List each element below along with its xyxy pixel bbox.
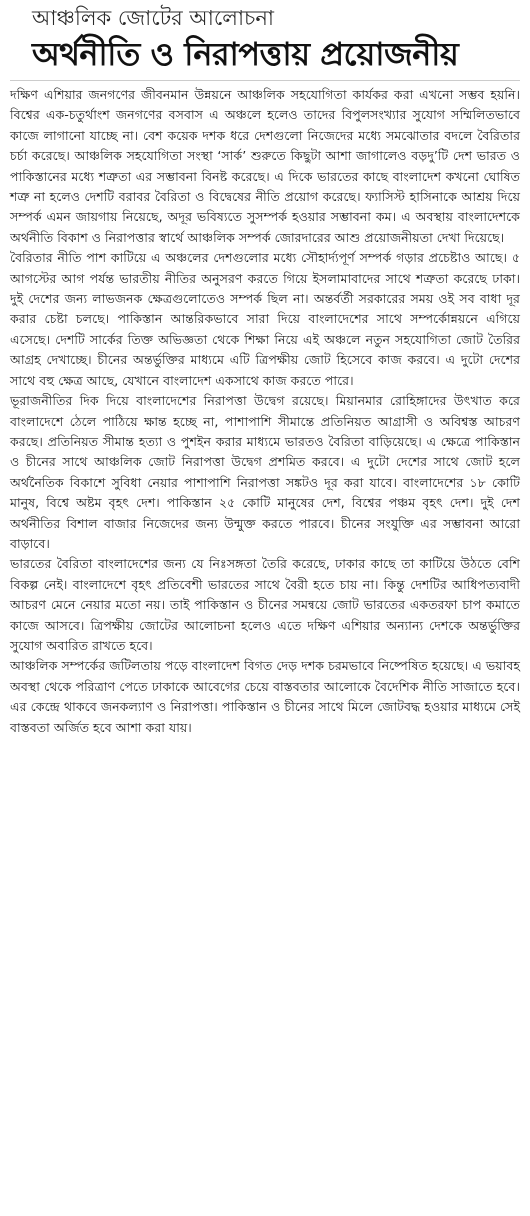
article-paragraph-2: বৈরিতার নীতি পাশ কাটিয়ে এ অঞ্চলের দেশগুলোর মধ্যে সৌহার্দ্যপূর্ণ সম্পর্ক গড়ার প্রচেষ্টাও আছে। ৫ আগস্টের আগ পর্যন্ত ভারতীয় নীতির অনুসরণ করতে গিয়ে ইসলামাবাদের সাথে শত্রুতা করেছে ঢাকা। দুই দেশের জন্য লাভজনক ক্ষেত্রগুলোতেও সম্পর্ক ছিল না। অন্তর্বর্তী সরকারের সময় ওই সব বাধা দূর করার চেষ্টা চলছে। পাকিস্তান আন্তরিকভাবে সারা দিয়ে বাংলাদেশের সাথে সম্পর্কোন্নয়নে এগিয়ে এসেছে। দেশটি সার্কের তিক্ত অভিজ্ঞতা থেকে শিক্ষা নিয়ে এই অঞ্চলে নতুন সহযোগিতা জোট তৈরির আগ্রহ দেখাচ্ছে। চীনের অন্তর্ভুক্তির মাধ্যমে এটি ত্রিপক্ষীয় জোট হিসেবে কাজ করবে। এ দুটো দেশের সাথে বহু ক্ষেত্র আছে, যেখানে বাংলাদেশ একসাথে কাজ করতে পারে। xyxy=(10,250,520,388)
article-body xyxy=(10,80,520,738)
article-paragraph-3: ভূরাজনীতির দিক দিয়ে বাংলাদেশের নিরাপত্তা উদ্বেগ রয়েছে। মিয়ানমার রোহিঙ্গাদের উৎখাত করে বাংলাদেশে ঠেলে পাঠিয়ে ক্ষান্ত হচ্ছে না, পাশাপাশি সীমান্তে প্রতিনিয়ত আগ্রাসী ও অবিশ্বস্ত আচরণ করছে। প্রতিনিয়ত সীমান্ত হত্যা ও পুশইন করার মাধ্যমে ভারতও বৈরিতা বাড়িয়েছে। এ ক্ষেত্রে পাকিস্তান ও চীনের সাথে আঞ্চলিক জোট নিরাপত্তা উদ্বেগ প্রশমিত করবে। এ দুটো দেশের সাথে জোট হলে অর্থনৈতিক বিকাশে সুবিধা নেয়ার পাশাপাশি নিরাপত্তা সঙ্কটও দূর করা যাবে। বাংলাদেশের ১৮ কোটি মানুষ, বিশ্বে অষ্টম বৃহৎ দেশ। পাকিস্তান ২৫ কোটি মানুষের দেশ, বিশ্বের পঞ্চম বৃহৎ দেশ। দুই দেশ অর্থনীতির বিশাল বাজার নিজেদের জন্য উন্মুক্ত করতে পারবে। চীনের সংযুক্তি এর সম্ভাবনা আরো বাড়াবে। xyxy=(10,393,520,551)
article-headline: অর্থনীতি ও নিরাপত্তায় প্রয়োজনীয় xyxy=(32,35,459,73)
article-kicker: আঞ্চলিক জোটের আলোচনা xyxy=(32,6,275,30)
article-paragraph-5: আঞ্চলিক সম্পর্কের জটিলতায় পড়ে বাংলাদেশ বিগত দেড় দশক চরমভাবে নিষ্পেষিত হয়েছে। এ ভয়াবহ অবস্থা থেকে পরিত্রাণ পেতে ঢাকাকে আবেগের চেয়ে বাস্তবতার আলোকে বৈদেশিক নীতি সাজাতে হবে। এর কেন্দ্রে থাকবে জনকল্যাণ ও নিরাপত্তা। পাকিস্তান ও চীনের সাথে মিলে জোটবদ্ধ হওয়ার মাধ্যমে সেই বাস্তবতা অর্জিত হবে আশা করা যায়। xyxy=(10,658,520,735)
article-paragraph-1: দক্ষিণ এশিয়ার জনগণের জীবনমান উন্নয়নে আঞ্চলিক সহযোগিতা কার্যকর করা এখনো সম্ভব হয়নি। বিশ্বের এক-চতুর্থাংশ জনগণের বসবাস এ অঞ্চলে হলেও তাদের বিপুলসংখ্যার সুযোগ সম্মিলিতভাবে কাজে লাগানো যাচ্ছে না। বেশ কয়েক দশক ধরে দেশগুলো নিজেদের মধ্যে সমঝোতার বদলে বৈরিতার চর্চা করেছে। আঞ্চলিক সহযোগিতা সংস্থা ‘সার্ক’ শুরুতে কিছুটা আশা জাগালেও বড়দু’টি দেশ ভারত ও পাকিস্তানের মধ্যে শত্রুতা এর সম্ভাবনা বিনষ্ট করেছে। এ দিকে ভারতের কাছে বাংলাদেশ কখনো ঘোষিত শত্রু না হলেও দেশটি বরাবর বৈরিতা ও বিদ্বেষের নীতি প্রয়োগ করেছে। ফ্যাসিস্ট হাসিনাকে আশ্রয় দিয়ে সম্পর্ক এমন জায়গায় নিয়েছে, অদূর ভবিষ্যতে সুসম্পর্ক হওয়ার সম্ভাবনা কম। এ অবস্থায় বাংলাদেশকে অর্থনীতি বিকাশ ও নিরাপত্তার স্বার্থে আঞ্চলিক সম্পর্ক জোরদারের আশু প্রয়োজনীয়তা দেখা দিয়েছে। xyxy=(10,87,520,245)
article-paragraph-4: ভারতের বৈরিতা বাংলাদেশের জন্য যে নিঃসঙ্গতা তৈরি করেছে, ঢাকার কাছে তা কাটিয়ে উঠতে বেশি বিকল্প নেই। বাংলাদেশে বৃহৎ প্রতিবেশী ভারতের সাথে বৈরী হতে চায় না। কিন্তু দেশটির আধিপত্যবাদী আচরণ মেনে নেয়ার মতো নয়। তাই পাকিস্তান ও চীনের সমন্বয়ে জোট ভারতের একতরফা চাপ কমাতে কাজে আসবে। ত্রিপক্ষীয় জোটের আলোচনা হলেও এতে দক্ষিণ এশিয়ার অন্যান্য দেশকে অন্তর্ভুক্তির সুযোগ অবারিত রাখতে হবে। xyxy=(10,556,520,653)
